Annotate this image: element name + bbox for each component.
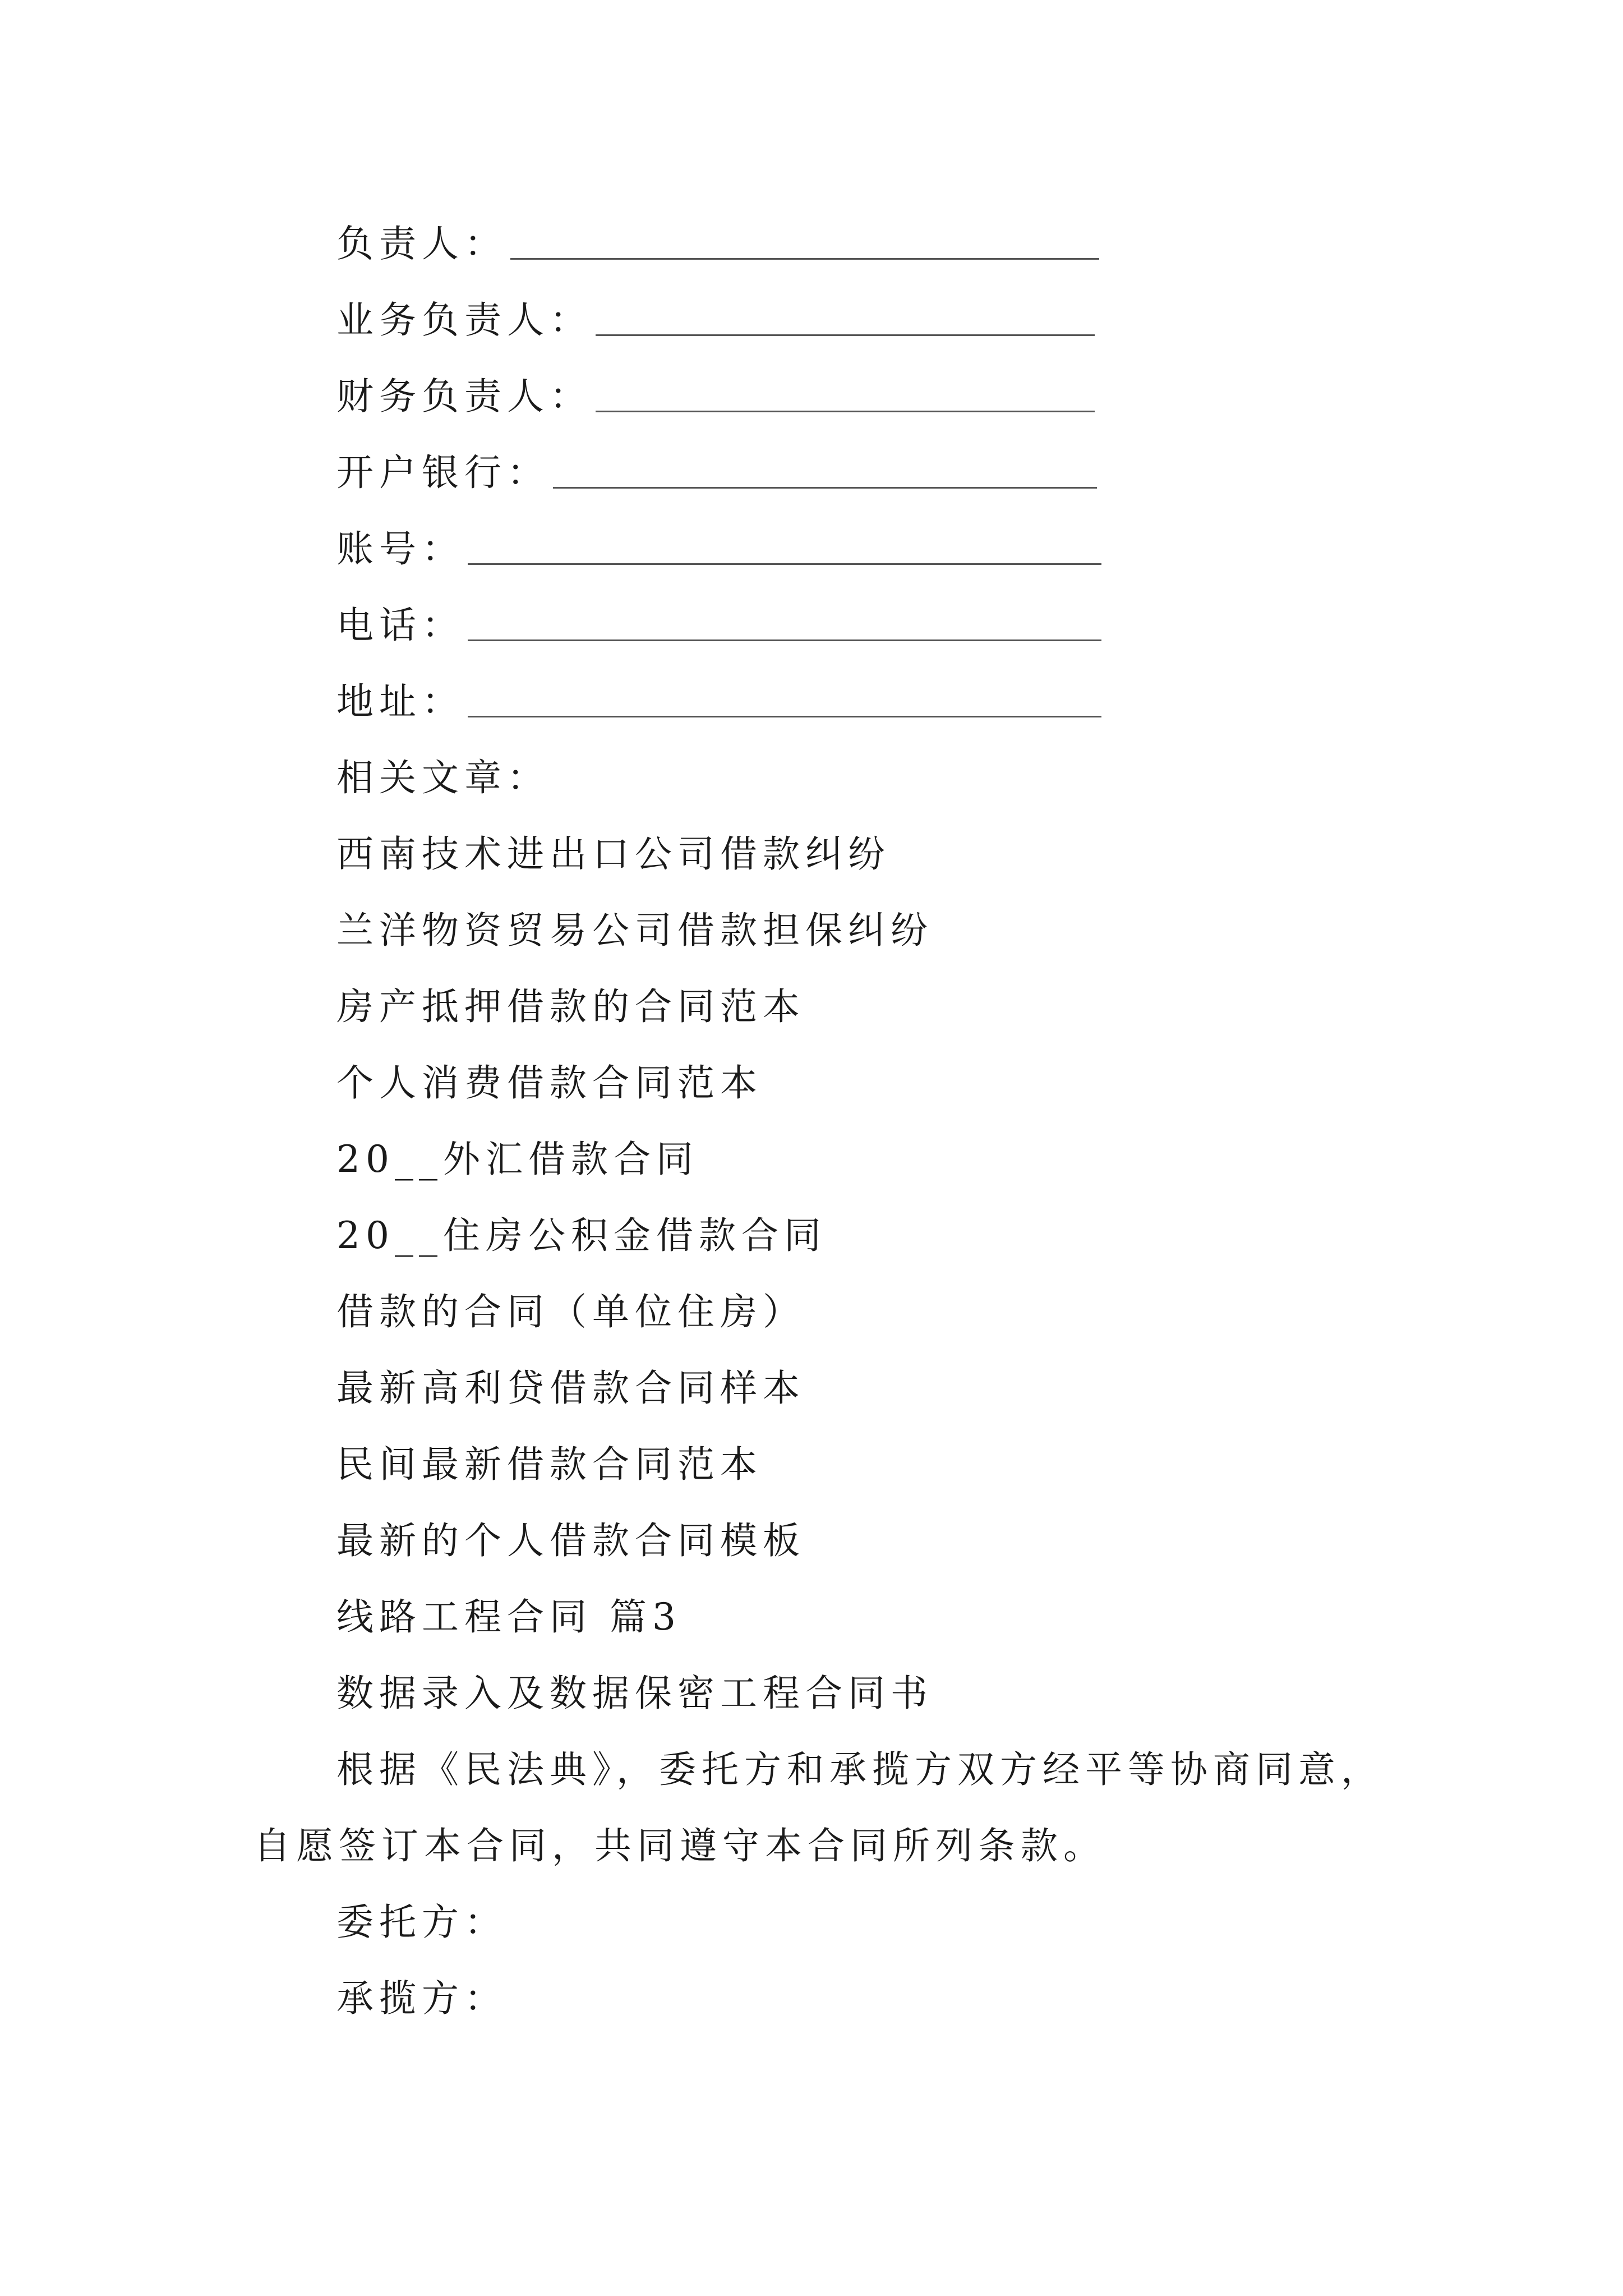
field-address [336,674,1101,730]
intro-paragraph-line-2: 自愿签订本合同，共同遵守本合同所列条款。 [253,1824,1106,1867]
field-label: 财务负责人： [336,375,592,418]
fill-in-blank [510,258,1099,260]
related-article-link[interactable]: 房产抵押借款的合同范本 [336,985,805,1028]
related-article-link[interactable]: 兰洋物资贸易公司借款担保纠纷 [336,909,933,952]
field-label: 开户银行： [336,451,550,494]
fill-in-blank [468,716,1101,717]
field-label: 业务负责人： [336,298,592,342]
fill-in-blank [553,487,1097,489]
related-article-link[interactable]: 借款的合同（单位住房） [336,1290,805,1333]
related-article-link[interactable]: 西南技术进出口公司借款纠纷 [336,832,891,876]
field-phone [336,597,1101,654]
fill-in-blank [596,411,1095,412]
field-label: 账号： [336,527,464,570]
related-heading: 相关文章： [336,756,550,799]
field-bank [336,445,1097,501]
party-contractor-label: 承揽方： [336,1977,507,2020]
related-article-link[interactable]: 20__住房公积金借款合同 [336,1214,827,1257]
field-label: 地址： [336,680,464,723]
field-finance-manager [336,369,1095,425]
related-article-link[interactable]: 最新的个人借款合同模板 [336,1519,805,1562]
intro-paragraph-line-1: 根据《民法典》，委托方和承揽方双方经平等协商同意， [336,1748,1384,1791]
field-responsible-person [336,216,1099,272]
fill-in-blank [468,563,1101,565]
fill-in-blank [596,334,1095,336]
party-client-label: 委托方： [336,1901,507,1944]
field-account-number [336,521,1101,577]
related-article-link[interactable]: 个人消费借款合同范本 [336,1061,763,1105]
field-label: 负责人： [336,222,507,265]
field-business-manager [336,292,1095,348]
field-label: 电话： [336,604,464,647]
contract-title: 数据录入及数据保密工程合同书 [336,1672,933,1715]
related-article-link[interactable]: 20__外汇借款合同 [336,1138,699,1181]
related-article-link[interactable]: 最新高利贷借款合同样本 [336,1366,805,1410]
related-article-link[interactable]: 民间最新借款合同范本 [336,1443,763,1486]
section-title: 线路工程合同 篇3 [336,1595,681,1639]
fill-in-blank [468,639,1101,641]
